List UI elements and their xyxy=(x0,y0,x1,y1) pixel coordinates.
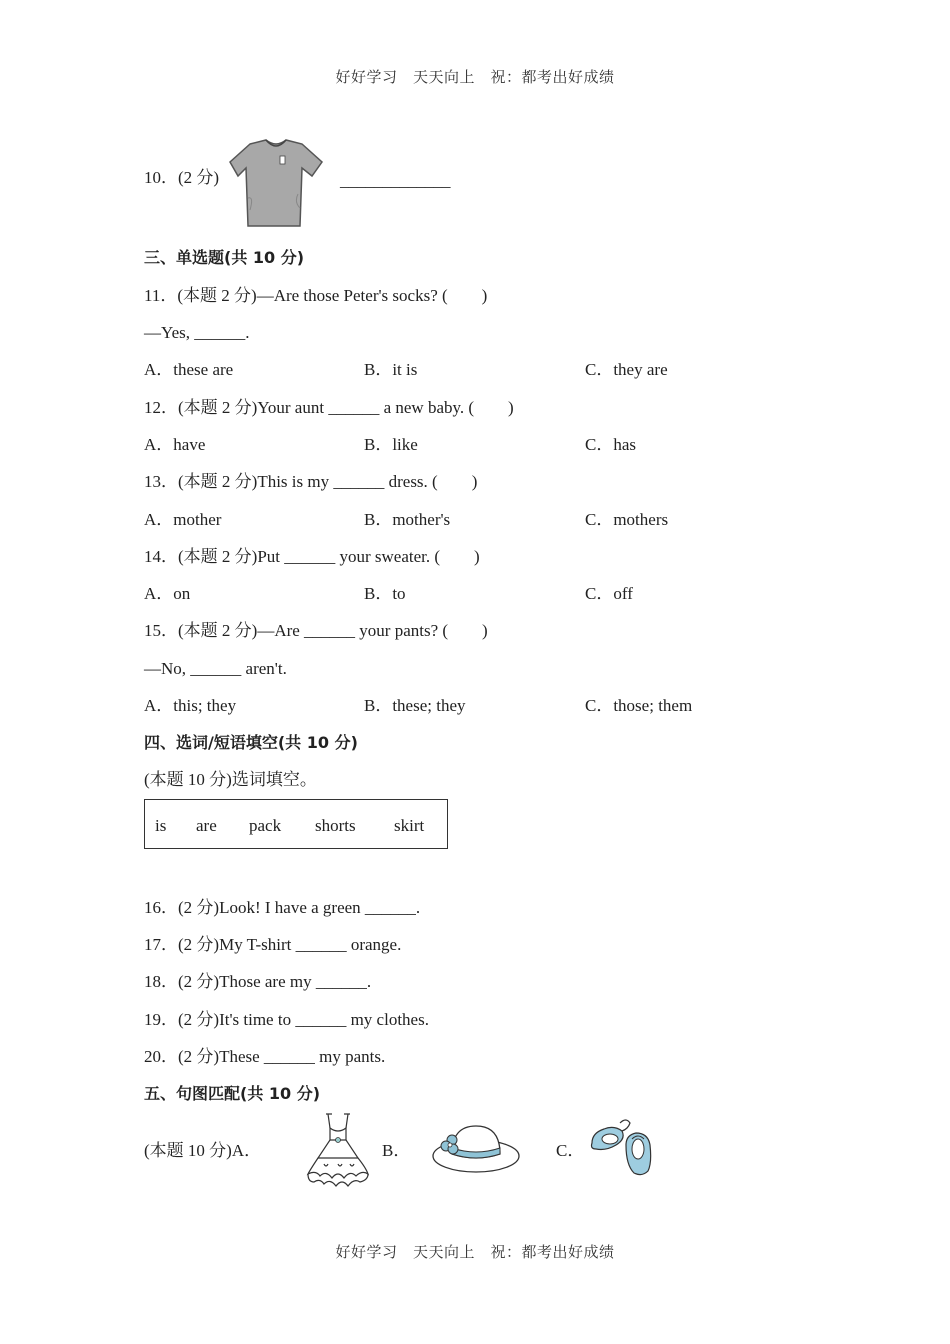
q15-option-a: A．this; they xyxy=(144,696,237,715)
q15-line2: —No, ______ aren't. xyxy=(144,659,287,678)
section4-title: 四、选词/短语填空(共 10 分) xyxy=(144,733,358,752)
q14-option-a: A．on xyxy=(144,584,191,603)
q10-label: 10．(2 分) xyxy=(144,168,220,187)
shoes-picture xyxy=(586,1115,656,1179)
section5-title: 五、句图匹配(共 10 分) xyxy=(144,1084,321,1103)
q20-item: 20．(2 分)These ______ my pants. xyxy=(144,1047,386,1066)
q13-option-a: A．mother xyxy=(144,510,222,529)
q16-item: 16．(2 分)Look! I have a green ______. xyxy=(144,898,421,917)
q12-stem: 12．(本题 2 分)Your aunt ______ a new baby. ( ) xyxy=(144,398,514,417)
word-bank-item: shorts xyxy=(315,816,356,835)
q11-option-c: C．they are xyxy=(585,360,668,379)
word-bank xyxy=(144,799,448,849)
q11-option-b: B．it is xyxy=(364,360,418,379)
hat-picture xyxy=(430,1118,522,1178)
q17-item: 17．(2 分)My T-shirt ______ orange. xyxy=(144,935,402,954)
word-bank-item: are xyxy=(196,816,217,835)
q19-item: 19．(2 分)It's time to ______ my clothes. xyxy=(144,1010,429,1029)
section4-instruction: (本题 10 分)选词填空。 xyxy=(144,770,317,789)
page-header: 好好学习 天天向上 祝：都考出好成绩 xyxy=(335,68,615,86)
page-footer: 好好学习 天天向上 祝：都考出好成绩 xyxy=(335,1243,615,1261)
section5-label-c: C． xyxy=(556,1141,585,1160)
q12-option-c: C．has xyxy=(585,435,636,454)
q10-answer-blank: _____________ xyxy=(340,171,451,190)
q14-option-b: B．to xyxy=(364,584,406,603)
q15-option-b: B．these; they xyxy=(364,696,466,715)
q11-option-a: A．these are xyxy=(144,360,234,379)
q13-option-b: B．mother's xyxy=(364,510,451,529)
q14-stem: 14．(本题 2 分)Put ______ your sweater. ( ) xyxy=(144,547,480,566)
word-bank-item: skirt xyxy=(394,816,425,835)
section3-title: 三、单选题(共 10 分) xyxy=(144,248,305,267)
q12-option-b: B．like xyxy=(364,435,418,454)
q13-stem: 13．(本题 2 分)This is my ______ dress. ( ) xyxy=(144,472,478,491)
q14-option-c: C．off xyxy=(585,584,633,603)
dress-picture xyxy=(302,1110,374,1190)
section5-label-b: B． xyxy=(382,1141,411,1160)
word-bank-item: is xyxy=(155,816,167,835)
tshirt-picture xyxy=(228,138,324,232)
section5-instruction: (本题 10 分)A． xyxy=(144,1141,262,1160)
q15-option-c: C．those; them xyxy=(585,696,693,715)
q13-option-c: C．mothers xyxy=(585,510,669,529)
q18-item: 18．(2 分)Those are my ______. xyxy=(144,972,372,991)
q12-option-a: A．have xyxy=(144,435,206,454)
word-bank-item: pack xyxy=(249,816,282,835)
q15-stem: 15．(本题 2 分)—Are ______ your pants? ( ) xyxy=(144,621,488,640)
q11-line2: —Yes, ______. xyxy=(144,323,250,342)
q11-stem: 11．(本题 2 分)—Are those Peter's socks? ( ) xyxy=(144,286,488,305)
